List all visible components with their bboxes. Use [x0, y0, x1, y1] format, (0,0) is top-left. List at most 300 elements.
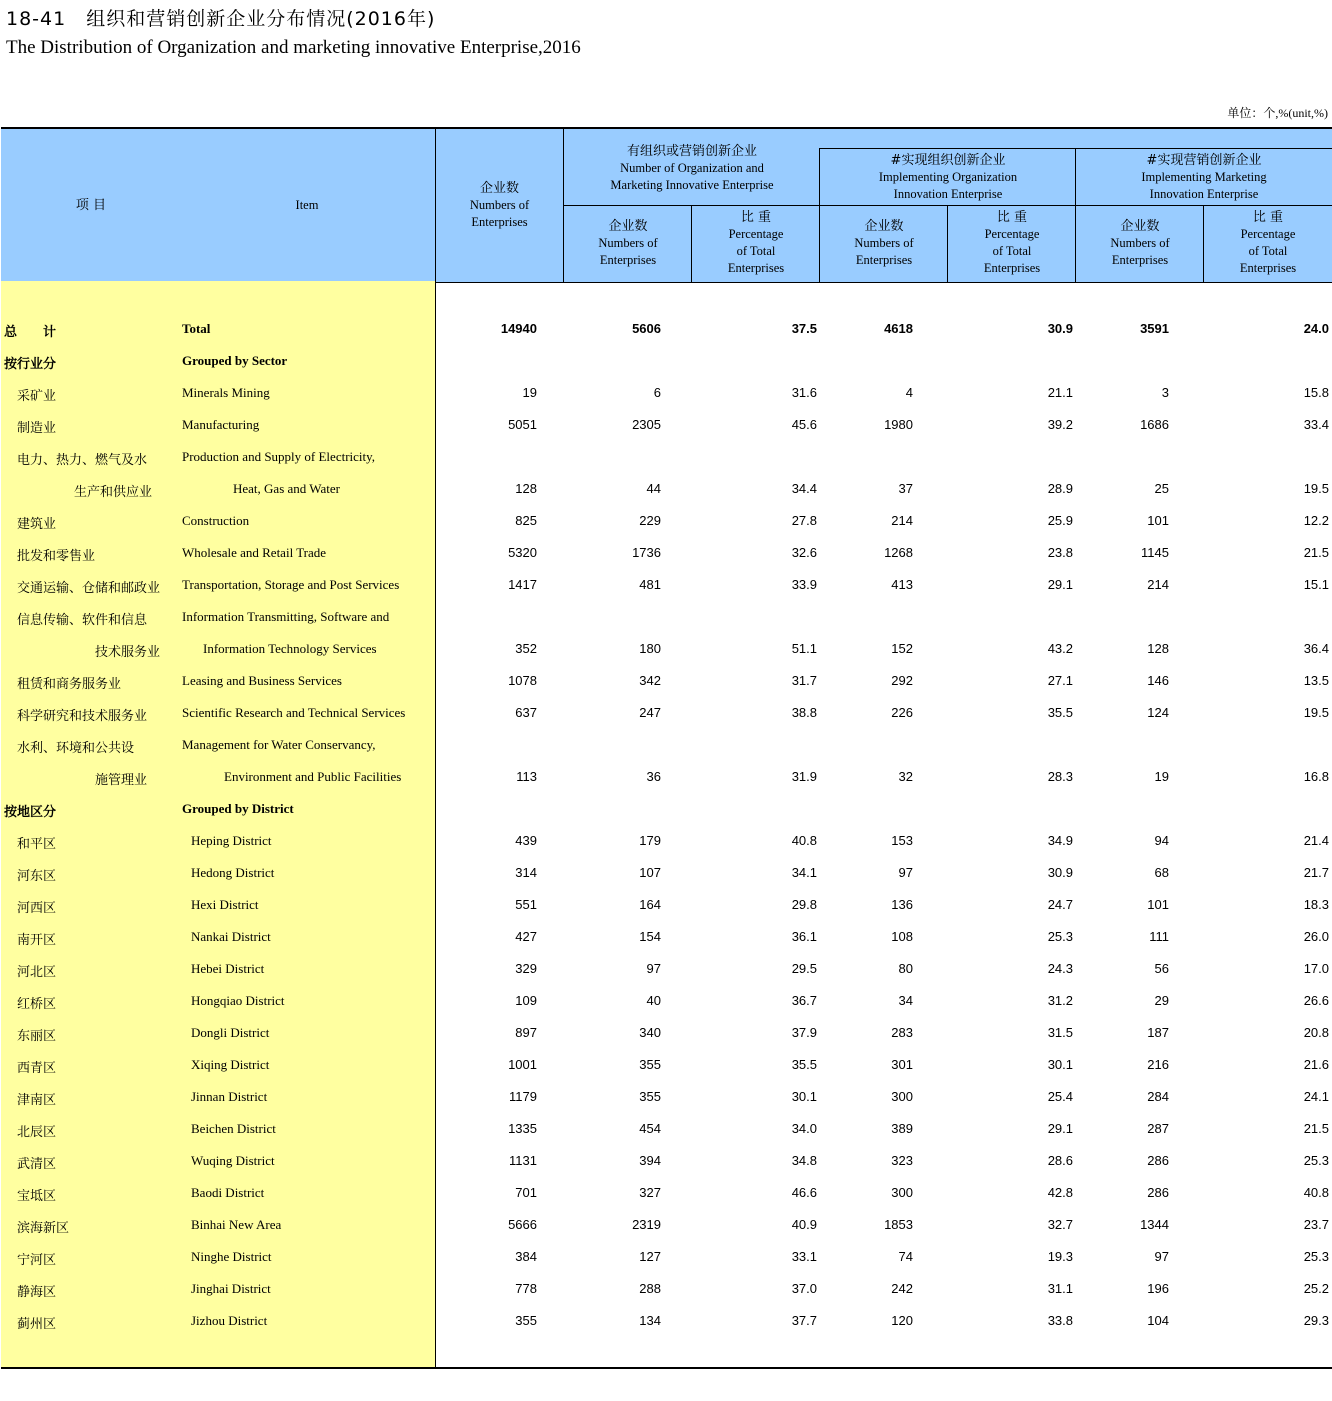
row-value-col7: 20.8	[1303, 1025, 1329, 1040]
subheader-g3-count: 企业数 Numbers of Enterprises	[1110, 218, 1170, 267]
row-value-col6: 187	[1147, 1025, 1169, 1040]
row-value-col2: 1736	[632, 545, 661, 560]
row-value-col7: 19.5	[1303, 705, 1329, 720]
row-value-col2: 5606	[632, 321, 661, 336]
row-value-col4: 34	[898, 993, 913, 1008]
row-value-col2: 97	[646, 961, 661, 976]
table-row	[0, 601, 1332, 633]
row-value-col2: 481	[639, 577, 661, 592]
subheader-g3-percentage: 比 重 Percentage of Total Enterprises	[1239, 210, 1297, 275]
row-value-col5: 32.7	[1047, 1217, 1073, 1232]
row-item-cn: 批发和零售业	[17, 549, 96, 564]
row-item-cn: 和平区	[17, 837, 57, 852]
row-value-col1: 5320	[508, 545, 537, 560]
row-item-cn: 滨海新区	[17, 1221, 70, 1236]
row-item-en: Binhai New Area	[191, 1217, 282, 1232]
row-value-col2: 394	[639, 1153, 661, 1168]
table-row	[0, 505, 1332, 537]
table-row	[0, 569, 1332, 601]
row-value-col6: 97	[1154, 1249, 1169, 1264]
row-value-col3: 37.9	[791, 1025, 817, 1040]
row-item-en: Ninghe District	[191, 1249, 272, 1264]
table-row	[0, 1145, 1332, 1177]
table-row	[0, 825, 1332, 857]
row-value-col3: 37.7	[791, 1313, 817, 1328]
row-value-col6: 19	[1154, 769, 1169, 784]
row-item-en: Heping District	[191, 833, 272, 848]
row-value-col1: 1131	[509, 1153, 537, 1168]
row-value-col5: 19.3	[1047, 1249, 1073, 1264]
row-item-en: Grouped by District	[182, 801, 294, 816]
table-row	[0, 1209, 1332, 1241]
row-value-col7: 17.0	[1303, 961, 1329, 976]
row-value-col1: 427	[515, 929, 537, 944]
table-row	[0, 1177, 1332, 1209]
row-value-col5: 29.1	[1047, 1121, 1073, 1136]
table-row	[0, 409, 1332, 441]
row-value-col1: 113	[516, 769, 537, 784]
row-value-col6: 284	[1147, 1089, 1169, 1104]
table-row	[0, 921, 1332, 953]
table-row	[0, 1017, 1332, 1049]
row-value-col4: 292	[891, 673, 913, 688]
row-value-col7: 25.3	[1303, 1153, 1329, 1168]
row-value-col4: 301	[891, 1057, 913, 1072]
row-value-col5: 31.5	[1047, 1025, 1073, 1040]
row-value-col7: 21.4	[1303, 833, 1329, 848]
row-value-col6: 25	[1154, 481, 1169, 496]
table-title-english: The Distribution of Organization and marketing innovative Enterprise,2016	[6, 37, 581, 58]
row-item-cn: 河北区	[17, 965, 57, 980]
header-enterprises: 企业数 Numbers of Enterprises	[469, 181, 530, 229]
row-value-col6: 1145	[1141, 545, 1169, 560]
row-value-col4: 1268	[884, 545, 913, 560]
row-value-col5: 29.1	[1047, 577, 1073, 592]
row-value-col6: 216	[1147, 1057, 1169, 1072]
row-value-col7: 21.7	[1303, 865, 1329, 880]
row-value-col3: 34.1	[791, 865, 817, 880]
row-value-col6: 196	[1147, 1281, 1169, 1296]
row-value-col7: 25.2	[1303, 1281, 1329, 1296]
row-item-cn: 技术服务业	[95, 645, 161, 660]
row-value-col1: 1417	[508, 577, 537, 592]
row-value-col7: 21.5	[1303, 545, 1329, 560]
row-value-col5: 25.4	[1047, 1089, 1073, 1104]
table-row	[0, 1241, 1332, 1273]
row-value-col5: 31.2	[1047, 993, 1073, 1008]
row-value-col3: 32.6	[791, 545, 817, 560]
row-item-cn: 北辰区	[17, 1125, 57, 1140]
row-item-en: Nankai District	[191, 929, 271, 944]
row-item-cn: 河西区	[17, 901, 57, 916]
row-item-cn: 宁河区	[17, 1253, 57, 1268]
row-item-en: Jinnan District	[191, 1089, 268, 1104]
row-value-col6: 287	[1147, 1121, 1169, 1136]
row-value-col3: 31.6	[791, 385, 817, 400]
row-item-cn: 信息传输、软件和信息	[17, 613, 148, 628]
row-item-cn: 东丽区	[17, 1029, 57, 1044]
row-value-col3: 46.6	[791, 1185, 817, 1200]
row-item-en: Production and Supply of Electricity,	[182, 449, 376, 464]
table-row	[0, 633, 1332, 665]
row-value-col3: 38.8	[791, 705, 817, 720]
subheader-g2-count: 企业数 Numbers of Enterprises	[854, 218, 914, 267]
row-value-col1: 314	[515, 865, 537, 880]
row-value-col7: 19.5	[1303, 481, 1329, 496]
row-value-col4: 300	[891, 1185, 913, 1200]
row-value-col1: 778	[515, 1281, 537, 1296]
row-value-col6: 56	[1154, 961, 1169, 976]
row-value-col2: 40	[646, 993, 661, 1008]
row-item-en: Baodi District	[191, 1185, 265, 1200]
row-item-cn: 按行业分	[4, 357, 57, 372]
table-row	[0, 793, 1332, 825]
table-header	[1, 127, 1332, 283]
row-value-col7: 21.6	[1303, 1057, 1329, 1072]
row-value-col6: 68	[1154, 865, 1169, 880]
row-value-col4: 32	[898, 769, 913, 784]
row-item-cn: 静海区	[17, 1285, 57, 1300]
row-value-col2: 127	[639, 1249, 661, 1264]
row-value-col5: 28.6	[1047, 1153, 1073, 1168]
row-value-col4: 323	[891, 1153, 913, 1168]
table-row	[0, 1273, 1332, 1305]
row-value-col3: 35.5	[791, 1057, 817, 1072]
row-item-en: Dongli District	[191, 1025, 270, 1040]
table-row	[0, 537, 1332, 569]
row-value-col1: 19	[522, 385, 537, 400]
row-value-col2: 229	[639, 513, 661, 528]
row-value-col1: 439	[515, 833, 537, 848]
row-value-col1: 1001	[508, 1057, 537, 1072]
row-value-col1: 897	[515, 1025, 537, 1040]
table-row	[0, 665, 1332, 697]
row-value-col5: 25.3	[1047, 929, 1073, 944]
row-value-col7: 15.1	[1303, 577, 1329, 592]
header-item-cn: 项 目	[75, 198, 107, 213]
table-row	[0, 1305, 1332, 1337]
row-value-col2: 327	[639, 1185, 661, 1200]
row-value-col5: 24.7	[1047, 897, 1073, 912]
row-value-col6: 29	[1154, 993, 1169, 1008]
row-value-col3: 36.7	[791, 993, 817, 1008]
row-value-col6: 104	[1147, 1313, 1169, 1328]
row-value-col4: 74	[898, 1249, 913, 1264]
row-item-cn: 施管理业	[95, 773, 148, 788]
row-item-en: Management for Water Conservancy,	[182, 737, 376, 752]
row-item-en: Leasing and Business Services	[182, 673, 342, 688]
row-value-col2: 454	[639, 1121, 661, 1136]
row-value-col6: 124	[1147, 705, 1169, 720]
row-value-col1: 637	[515, 705, 537, 720]
row-value-col1: 825	[515, 513, 537, 528]
row-item-en: Wuqing District	[191, 1153, 275, 1168]
row-value-col7: 12.2	[1303, 513, 1329, 528]
row-value-col2: 154	[639, 929, 661, 944]
row-item-cn: 武清区	[17, 1157, 57, 1172]
table-bottom-border	[1, 1367, 1332, 1369]
row-value-col4: 152	[891, 641, 913, 656]
table-row	[0, 697, 1332, 729]
row-value-col5: 30.1	[1047, 1057, 1073, 1072]
row-value-col6: 101	[1147, 513, 1169, 528]
row-value-col5: 30.9	[1047, 865, 1073, 880]
row-value-col6: 146	[1147, 673, 1169, 688]
row-item-cn: 租赁和商务服务业	[17, 677, 122, 692]
table-row	[0, 985, 1332, 1017]
row-item-cn: 电力、热力、燃气及水	[17, 453, 148, 468]
row-value-col4: 153	[891, 833, 913, 848]
row-value-col2: 179	[639, 833, 661, 848]
row-value-col2: 2305	[632, 417, 661, 432]
row-value-col3: 31.7	[791, 673, 817, 688]
row-value-col7: 24.1	[1303, 1089, 1329, 1104]
row-item-cn: 西青区	[17, 1061, 57, 1076]
row-value-col1: 701	[515, 1185, 537, 1200]
table-row	[0, 761, 1332, 793]
row-value-col6: 3591	[1140, 321, 1169, 336]
table-row	[0, 729, 1332, 761]
row-value-col1: 1179	[509, 1089, 537, 1104]
row-value-col5: 42.8	[1047, 1185, 1073, 1200]
row-value-col1: 5051	[508, 417, 537, 432]
subheader-g1-count: 企业数 Numbers of Enterprises	[598, 218, 658, 267]
row-value-col3: 29.8	[791, 897, 817, 912]
row-value-col2: 134	[639, 1313, 661, 1328]
subheader-g2-percentage: 比 重 Percentage of Total Enterprises	[983, 210, 1041, 275]
row-value-col3: 36.1	[791, 929, 817, 944]
row-value-col3: 27.8	[791, 513, 817, 528]
subheader-g1-percentage: 比 重 Percentage of Total Enterprises	[727, 210, 785, 275]
row-value-col1: 1335	[508, 1121, 537, 1136]
row-value-col5: 25.9	[1047, 513, 1073, 528]
row-item-cn: 科学研究和技术服务业	[17, 709, 148, 724]
row-value-col7: 36.4	[1303, 641, 1329, 656]
row-value-col5: 23.8	[1047, 545, 1073, 560]
row-value-col3: 34.0	[791, 1121, 817, 1136]
row-item-en: Xiqing District	[191, 1057, 270, 1072]
row-value-col4: 4	[905, 385, 913, 400]
row-value-col5: 33.8	[1047, 1313, 1073, 1328]
table-row	[0, 1049, 1332, 1081]
row-value-col4: 37	[898, 481, 913, 496]
row-value-col5: 27.1	[1047, 673, 1073, 688]
table-row	[0, 889, 1332, 921]
row-value-col4: 389	[891, 1121, 913, 1136]
row-value-col1: 329	[515, 961, 537, 976]
row-item-en: Environment and Public Facilities	[224, 769, 402, 784]
row-value-col4: 4618	[884, 321, 913, 336]
row-value-col4: 136	[891, 897, 913, 912]
row-item-en: Wholesale and Retail Trade	[182, 545, 327, 560]
row-value-col5: 21.1	[1047, 385, 1073, 400]
row-item-en: Beichen District	[191, 1121, 276, 1136]
row-value-col2: 2319	[632, 1217, 661, 1232]
row-value-col5: 30.9	[1047, 321, 1073, 336]
row-value-col3: 29.5	[791, 961, 817, 976]
row-value-col4: 1853	[884, 1217, 913, 1232]
row-value-col3: 34.4	[791, 481, 817, 496]
row-value-col1: 1078	[508, 673, 537, 688]
row-value-col3: 30.1	[791, 1089, 817, 1104]
row-value-col6: 286	[1147, 1153, 1169, 1168]
row-value-col3: 45.6	[791, 417, 817, 432]
row-item-en: Manufacturing	[182, 417, 260, 432]
row-value-col4: 300	[891, 1089, 913, 1104]
row-value-col1: 14940	[500, 321, 537, 336]
row-value-col7: 15.8	[1303, 385, 1329, 400]
row-item-en: Transportation, Storage and Post Services	[182, 577, 400, 592]
row-value-col7: 26.6	[1303, 993, 1329, 1008]
row-value-col5: 39.2	[1047, 417, 1073, 432]
row-item-cn: 河东区	[17, 869, 57, 884]
table-row	[0, 953, 1332, 985]
row-value-col4: 283	[891, 1025, 913, 1040]
row-value-col2: 180	[639, 641, 661, 656]
row-item-cn: 建筑业	[17, 517, 57, 532]
row-value-col2: 355	[639, 1089, 661, 1104]
row-value-col5: 35.5	[1047, 705, 1073, 720]
row-item-cn: 水利、环境和公共设	[17, 741, 135, 756]
row-value-col7: 40.8	[1303, 1185, 1329, 1200]
unit-label: 单位：个,%(unit,%)	[1227, 106, 1328, 120]
row-value-col5: 28.9	[1047, 481, 1073, 496]
row-value-col1: 128	[515, 481, 537, 496]
row-value-col1: 109	[515, 993, 537, 1008]
table-row	[0, 313, 1332, 345]
row-item-en: Construction	[182, 513, 250, 528]
row-value-col5: 24.3	[1047, 961, 1073, 976]
row-value-col3: 37.5	[791, 321, 817, 336]
header-group-marketing: #实现营销创新企业 Implementing Marketing Innovation Enterprise	[1141, 152, 1267, 201]
row-value-col6: 3	[1161, 385, 1169, 400]
row-value-col5: 28.3	[1047, 769, 1073, 784]
row-value-col5: 34.9	[1047, 833, 1073, 848]
row-value-col7: 18.3	[1303, 897, 1329, 912]
row-item-en: Scientific Research and Technical Services	[182, 705, 406, 720]
row-item-cn: 南开区	[17, 933, 57, 948]
row-value-col7: 16.8	[1303, 769, 1329, 784]
row-value-col2: 44	[646, 481, 661, 496]
row-item-en: Jizhou District	[191, 1313, 268, 1328]
row-item-cn: 总 计	[4, 325, 57, 340]
row-value-col3: 33.1	[791, 1249, 817, 1264]
row-value-col2: 342	[639, 673, 661, 688]
row-value-col7: 24.0	[1303, 321, 1329, 336]
row-value-col4: 214	[891, 513, 913, 528]
row-item-en: Jinghai District	[191, 1281, 271, 1296]
row-value-col6: 1344	[1140, 1217, 1169, 1232]
row-item-cn: 生产和供应业	[74, 485, 153, 500]
table-title-chinese: 18-41 组织和营销创新企业分布情况(2016年)	[6, 8, 436, 30]
row-value-col3: 31.9	[791, 769, 817, 784]
row-value-col7: 21.5	[1303, 1121, 1329, 1136]
row-value-col4: 1980	[884, 417, 913, 432]
row-item-en: Minerals Mining	[182, 385, 270, 400]
row-item-en: Information Transmitting, Software and	[182, 609, 390, 624]
row-value-col2: 164	[639, 897, 661, 912]
row-value-col2: 355	[639, 1057, 661, 1072]
row-value-col4: 413	[891, 577, 913, 592]
table-row	[0, 1113, 1332, 1145]
row-value-col2: 36	[646, 769, 661, 784]
table-row	[0, 857, 1332, 889]
row-value-col7: 25.3	[1303, 1249, 1329, 1264]
row-value-col4: 242	[891, 1281, 913, 1296]
row-value-col6: 111	[1149, 929, 1169, 944]
row-item-en: Total	[182, 321, 211, 336]
table-row	[0, 1081, 1332, 1113]
row-value-col4: 97	[898, 865, 913, 880]
header-group-organization: #实现组织创新企业 Implementing Organization Innovation Enterprise	[878, 152, 1018, 201]
row-value-col7: 23.7	[1303, 1217, 1329, 1232]
row-value-col1: 5666	[508, 1217, 537, 1232]
row-value-col7: 26.0	[1303, 929, 1329, 944]
table-row	[0, 441, 1332, 473]
row-value-col1: 384	[515, 1249, 537, 1264]
row-value-col3: 34.8	[791, 1153, 817, 1168]
row-value-col7: 13.5	[1303, 673, 1329, 688]
row-value-col1: 355	[515, 1313, 537, 1328]
row-value-col7: 29.3	[1303, 1313, 1329, 1328]
header-group-org-or-marketing: 有组织或营销创新企业 Number of Organization and Marketing Innovative Enterprise	[610, 143, 774, 192]
row-item-cn: 交通运输、仓储和邮政业	[17, 581, 161, 596]
table-row	[0, 377, 1332, 409]
row-value-col5: 31.1	[1047, 1281, 1073, 1296]
row-value-col4: 80	[898, 961, 913, 976]
row-value-col4: 226	[891, 705, 913, 720]
row-item-cn: 红桥区	[17, 997, 57, 1012]
row-item-en: Hebei District	[191, 961, 265, 976]
row-value-col7: 33.4	[1303, 417, 1329, 432]
row-item-en: Heat, Gas and Water	[233, 481, 341, 496]
row-item-cn: 蓟州区	[17, 1317, 57, 1332]
table-row	[0, 345, 1332, 377]
row-value-col3: 40.9	[791, 1217, 817, 1232]
row-value-col6: 286	[1147, 1185, 1169, 1200]
row-value-col4: 120	[891, 1313, 913, 1328]
row-value-col6: 94	[1154, 833, 1169, 848]
row-item-en: Hedong District	[191, 865, 275, 880]
row-value-col1: 352	[515, 641, 537, 656]
table-row	[0, 473, 1332, 505]
row-item-en: Hexi District	[191, 897, 259, 912]
row-value-col3: 37.0	[791, 1281, 817, 1296]
row-value-col3: 40.8	[791, 833, 817, 848]
row-value-col1: 551	[515, 897, 537, 912]
row-value-col2: 107	[639, 865, 661, 880]
row-item-en: Hongqiao District	[191, 993, 285, 1008]
row-value-col5: 43.2	[1047, 641, 1073, 656]
row-value-col2: 247	[639, 705, 661, 720]
header-item-en: Item	[295, 198, 319, 212]
row-value-col4: 108	[891, 929, 913, 944]
row-item-cn: 采矿业	[17, 389, 57, 404]
row-value-col6: 101	[1147, 897, 1169, 912]
row-value-col6: 128	[1147, 641, 1169, 656]
row-item-cn: 按地区分	[4, 805, 57, 820]
row-item-cn: 制造业	[17, 421, 57, 436]
row-value-col6: 214	[1147, 577, 1169, 592]
row-value-col3: 51.1	[791, 641, 817, 656]
row-item-en: Information Technology Services	[203, 641, 377, 656]
row-item-en: Grouped by Sector	[182, 353, 288, 368]
row-value-col6: 1686	[1140, 417, 1169, 432]
row-value-col2: 288	[639, 1281, 661, 1296]
row-item-cn: 宝坻区	[17, 1189, 57, 1204]
row-value-col2: 6	[653, 385, 661, 400]
row-item-cn: 津南区	[17, 1093, 57, 1108]
